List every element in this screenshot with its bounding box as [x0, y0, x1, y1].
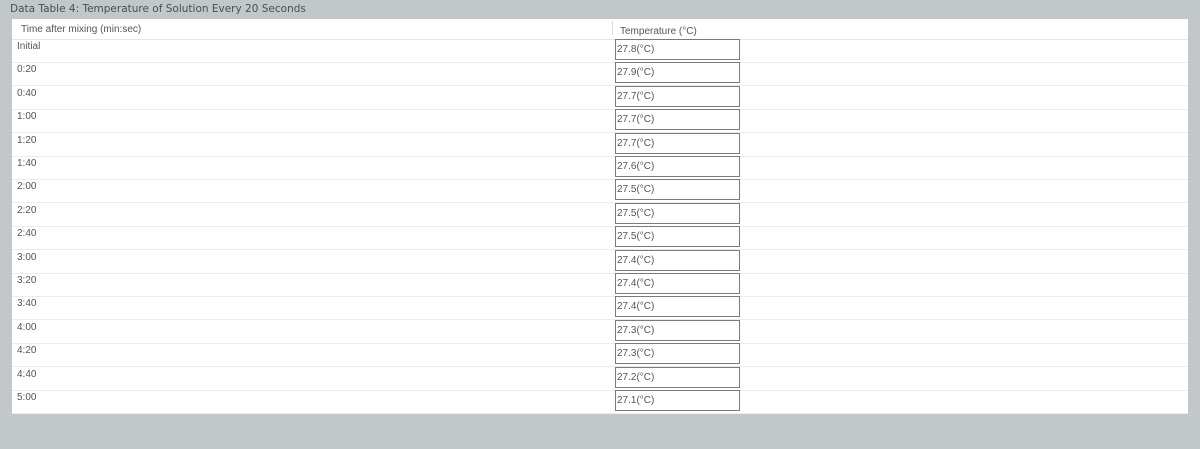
temperature-column-header: Temperature (°C)	[620, 26, 697, 37]
table-row	[12, 203, 1188, 227]
temperature-input[interactable]	[615, 39, 740, 60]
table-row	[12, 273, 1188, 297]
table-row	[12, 296, 1188, 320]
temperature-input[interactable]	[615, 62, 740, 83]
temperature-input[interactable]	[615, 156, 740, 177]
time-cell: 4:00	[17, 321, 37, 333]
time-cell: 1:00	[17, 111, 37, 123]
temperature-input[interactable]	[615, 320, 740, 341]
time-cell: 1:20	[17, 134, 37, 146]
table-row	[12, 39, 1188, 63]
table-row	[12, 179, 1188, 203]
table-header-row	[12, 19, 1188, 40]
time-cell: 4:40	[17, 368, 37, 380]
temperature-input[interactable]	[615, 179, 740, 200]
time-cell: 2:20	[17, 204, 37, 216]
temperature-input[interactable]	[615, 250, 740, 271]
table-row	[12, 367, 1188, 391]
table-row	[12, 86, 1188, 110]
temperature-input[interactable]	[615, 203, 740, 224]
time-cell: 0:20	[17, 64, 37, 76]
time-cell: 5:00	[17, 392, 37, 403]
time-cell: 2:00	[17, 181, 37, 193]
temperature-input[interactable]	[615, 133, 740, 154]
table-row	[12, 250, 1188, 274]
temperature-input[interactable]	[615, 273, 740, 294]
time-cell: 3:40	[17, 298, 37, 310]
table-row	[12, 343, 1188, 367]
temperature-input[interactable]	[615, 86, 740, 107]
temperature-input[interactable]	[615, 226, 740, 247]
time-cell: 2:40	[17, 228, 37, 240]
time-cell: 3:00	[17, 251, 37, 263]
table-row	[12, 109, 1188, 133]
temperature-input[interactable]	[615, 367, 740, 388]
time-cell: 4:20	[17, 345, 37, 357]
time-cell: 3:20	[17, 275, 37, 286]
temperature-input[interactable]	[615, 343, 740, 364]
table-caption: Data Table 4: Temperature of Solution Every 20 Seconds	[10, 3, 306, 15]
table-row	[12, 62, 1188, 86]
time-cell: 1:40	[17, 158, 37, 169]
time-column-header: Time after mixing (min:sec)	[21, 24, 142, 35]
time-cell: Initial	[17, 41, 41, 52]
table-row	[12, 226, 1188, 250]
data-table	[12, 19, 1188, 413]
temperature-input[interactable]	[615, 296, 740, 317]
table-row	[12, 156, 1188, 180]
table-row	[12, 320, 1188, 344]
table-row	[12, 133, 1188, 157]
column-divider	[612, 21, 614, 35]
table-row	[12, 390, 1188, 414]
temperature-input[interactable]	[615, 390, 740, 411]
temperature-input[interactable]	[615, 109, 740, 130]
time-cell: 0:40	[17, 87, 37, 99]
